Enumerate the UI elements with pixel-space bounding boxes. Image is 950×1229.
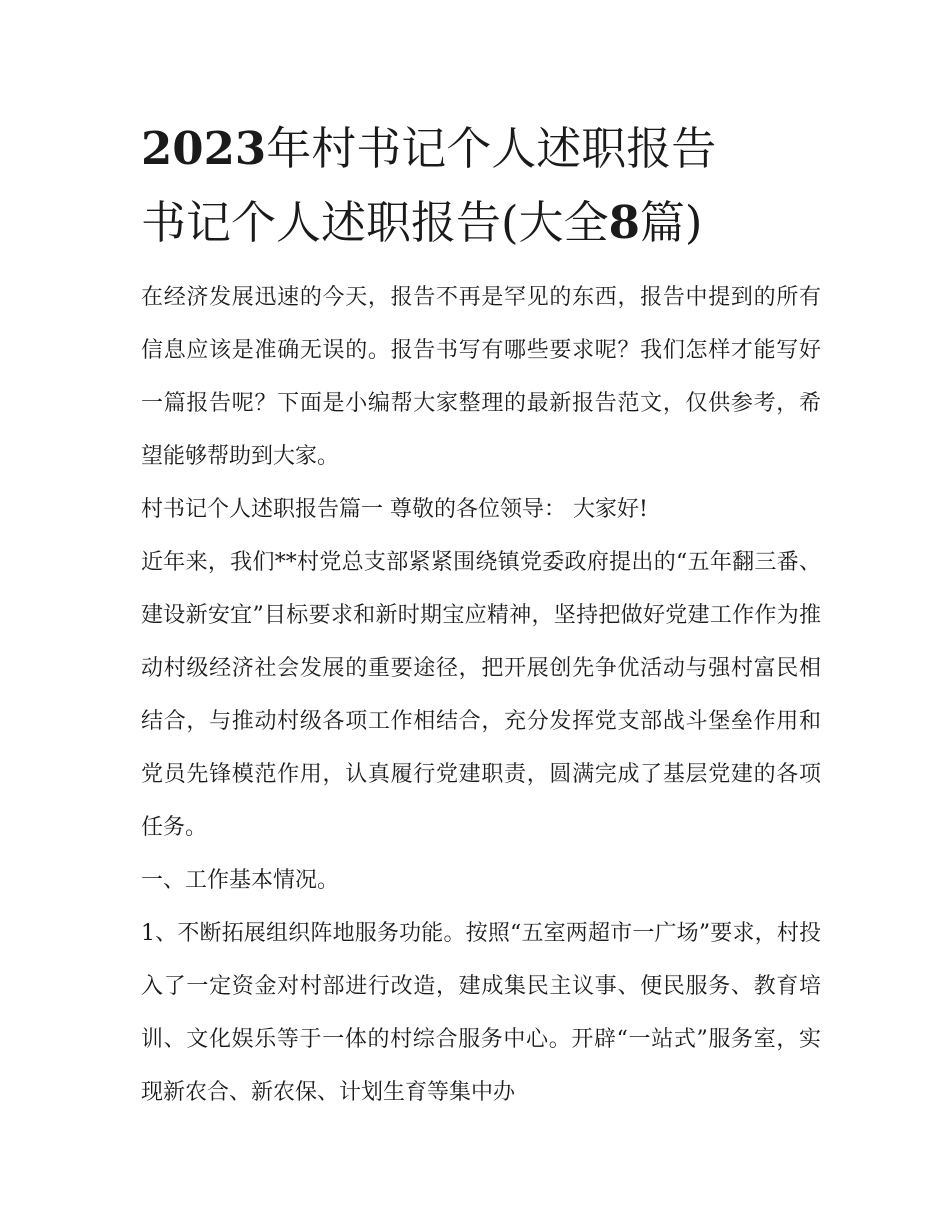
greeting-paragraph: 村书记个人述职报告篇一 尊敬的各位领导： 大家好! [141, 497, 648, 522]
title-year: 2023 [141, 122, 267, 175]
body-paragraph: 近年来，我们**村党总支部紧紧围绕镇党委政府提出的“五年翻三番、建设新安宜”目标要求和新时期宝应精神，坚持把做好党建工作作为推动村级经济社会发展的重要途径，把开展创先争优活动与强村富民相结合，与推动村级各项工作相结合，充分发挥党支部战斗堡垒作用和党员先锋模范作用，认真履行党建职责，圆满完成了基层党建的各项任务。 [141, 550, 821, 840]
intro-paragraph: 在经济发展迅速的今天，报告不再是罕见的东西，报告中提到的所有信息应该是准确无误的。报告书写有哪些要求呢？我们怎样才能写好一篇报告呢？下面是小编帮大家整理的最新报告范文，仅供参考，希望能够帮助到大家。 [141, 285, 821, 469]
title-line2-number: 8 [608, 196, 640, 249]
document-title-line1 [141, 118, 821, 180]
title-line2-suffix: 篇) [639, 196, 703, 249]
title-line2-prefix: 书记个人述职报告(大全 [141, 196, 609, 249]
document-page [141, 118, 821, 1119]
section-heading: 一、工作基本情况。 [141, 868, 340, 893]
document-title-line2 [141, 192, 821, 254]
title-line1-text: 年村书记个人述职报告 [266, 122, 717, 175]
body-paragraph: 1、不断拓展组织阵地服务功能。按照“五室两超市一广场”要求，村投入了一定资金对村部进行改造，建成集民主议事、便民服务、教育培训、文化娱乐等于一体的村综合服务中心。开辟“一站式”服务室，实现新农合、新农保、计划生育等集中办 [141, 921, 821, 1105]
document-body [141, 271, 821, 1119]
